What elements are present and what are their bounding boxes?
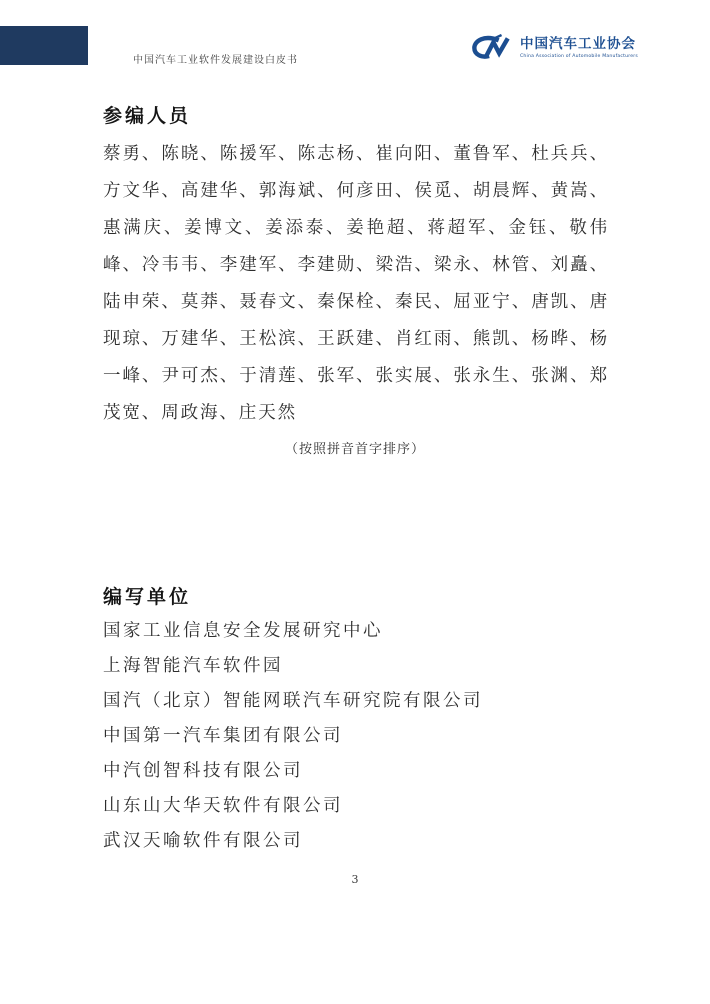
caam-logo	[471, 32, 638, 59]
organization-list	[103, 614, 483, 859]
logo-org-name-cn: 中国汽车工业协会	[520, 36, 636, 52]
contributors-heading: 参编人员	[103, 105, 192, 127]
caam-logo-mark-icon	[471, 34, 513, 59]
pinyin-sort-note: （按照拼音首字排序）	[284, 442, 425, 457]
caam-logo-text	[520, 32, 638, 59]
contributors-names: 蔡勇、陈晓、陈援军、陈志杨、崔向阳、董鲁军、杜兵兵、方文华、高建华、郭海斌、何彦田、侯觅、胡晨辉、黄嵩、惠满庆、姜博文、姜添泰、姜艳超、蒋超军、金钰、敬伟峰、冷韦韦、李建军、李建勋、梁浩、梁永、林管、刘矗、陆申荣、莫莽、聂春文、秦保栓、秦民、屈亚宁、唐凯、唐现琼、万建华、王松滨、王跃建、肖红雨、熊凯、杨晔、杨一峰、尹可杰、于清莲、张军、张实展、张永生、张渊、郑茂宽、周政海、庄天然	[103, 144, 609, 423]
organization-item: 中汽创智科技有限公司	[103, 761, 303, 781]
logo-org-name-en: China Association of Automobile Manufacturers	[520, 53, 638, 59]
authors-heading: 编写单位	[103, 586, 192, 608]
organization-item: 武汉天喻软件有限公司	[103, 831, 303, 851]
organization-item: 国汽（北京）智能网联汽车研究院有限公司	[103, 691, 483, 711]
header-doc-title: 中国汽车工业软件发展建设白皮书	[133, 55, 298, 66]
organization-item: 中国第一汽车集团有限公司	[103, 726, 343, 746]
organization-item: 国家工业信息安全发展研究中心	[103, 621, 383, 641]
header-accent-bar	[0, 26, 88, 65]
page-number: 3	[351, 873, 359, 886]
organization-item: 山东山大华天软件有限公司	[103, 796, 343, 816]
organization-item: 上海智能汽车软件园	[103, 656, 283, 676]
